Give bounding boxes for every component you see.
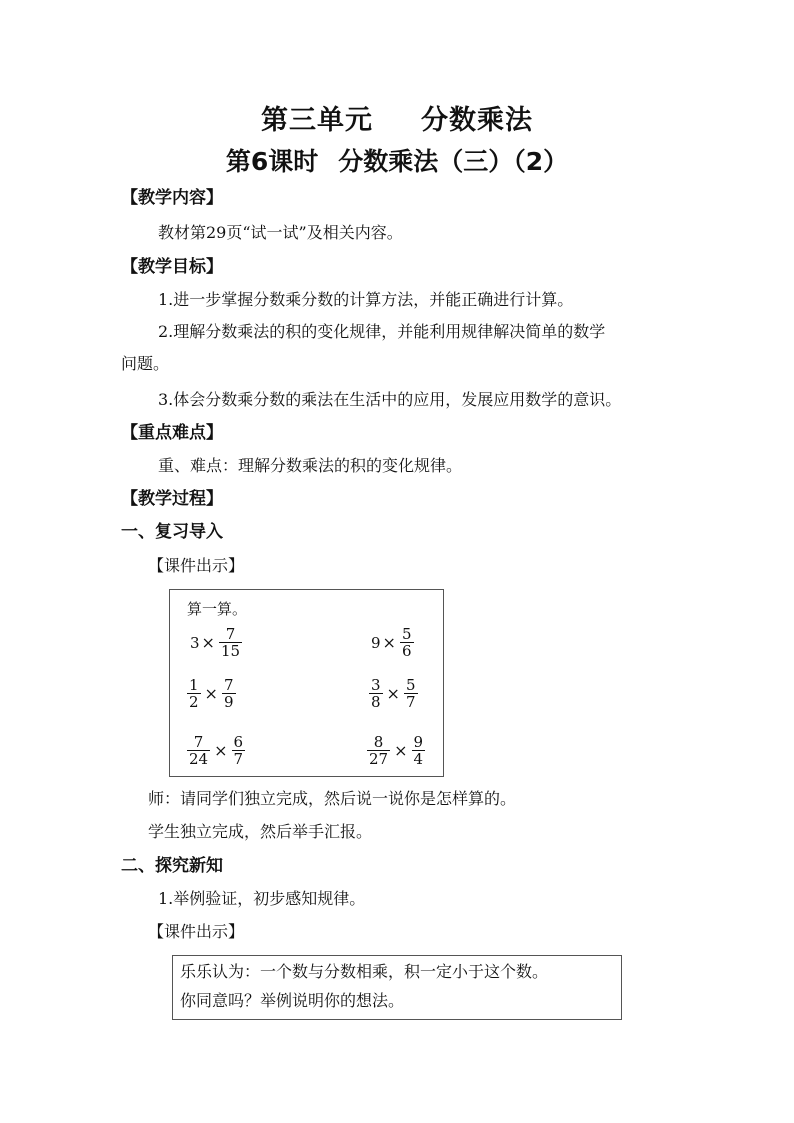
fraction bbox=[404, 677, 418, 710]
numerator: 3 bbox=[371, 676, 381, 694]
denominator: 15 bbox=[220, 642, 241, 660]
goal-1: 1.进一步掌握分数乘分数的计算方法，并能正确进行计算。 bbox=[158, 290, 574, 309]
denominator: 9 bbox=[223, 693, 234, 711]
fraction bbox=[369, 677, 383, 710]
numerator: 5 bbox=[401, 625, 412, 643]
numerator: 1 bbox=[189, 676, 199, 694]
teacher-line: 师：请同学们独立完成，然后说一说你是怎样算的。 bbox=[148, 789, 517, 808]
fraction bbox=[412, 734, 426, 767]
expression-5 bbox=[185, 734, 247, 767]
numerator: 8 bbox=[373, 733, 384, 751]
operand: 3 bbox=[190, 633, 200, 652]
numerator: 5 bbox=[405, 676, 416, 694]
lesson-title bbox=[0, 142, 794, 178]
exercise-box bbox=[169, 589, 444, 777]
goals-heading: 【教学目标】 bbox=[121, 257, 223, 277]
numerator: 7 bbox=[193, 733, 204, 751]
denominator: 4 bbox=[413, 750, 424, 768]
part-1-heading: 一、复习导入 bbox=[121, 522, 223, 542]
courseware-label-1: 【课件出示】 bbox=[148, 556, 245, 575]
lesson-number: 第6课时 bbox=[225, 147, 319, 176]
expression-1 bbox=[190, 626, 244, 659]
times-sign: × bbox=[214, 741, 228, 760]
fraction bbox=[222, 677, 236, 710]
fraction bbox=[187, 734, 210, 767]
expression-3 bbox=[185, 677, 238, 710]
numerator: 6 bbox=[233, 733, 244, 751]
step-1: 1.举例验证，初步感知规律。 bbox=[158, 889, 366, 908]
numerator: 7 bbox=[225, 625, 236, 643]
expression-6 bbox=[365, 734, 427, 767]
courseware-label-2: 【课件出示】 bbox=[148, 922, 245, 941]
numerator: 7 bbox=[223, 676, 234, 694]
denominator: 7 bbox=[405, 693, 416, 711]
exercise-label: 算一算。 bbox=[187, 600, 248, 618]
student-line: 学生独立完成，然后举手汇报。 bbox=[148, 822, 373, 841]
denominator: 7 bbox=[233, 750, 244, 768]
times-sign: × bbox=[382, 633, 396, 652]
goal-2-line-2: 问题。 bbox=[121, 354, 170, 373]
fraction bbox=[232, 734, 246, 767]
times-sign: × bbox=[386, 684, 400, 703]
expression-2 bbox=[371, 626, 416, 659]
denominator: 8 bbox=[371, 693, 381, 711]
expression-4 bbox=[367, 677, 420, 710]
key-heading: 【重点难点】 bbox=[121, 423, 223, 443]
question-line-2: 你同意吗？举例说明你的想法。 bbox=[180, 991, 405, 1010]
question-box bbox=[172, 955, 622, 1020]
goal-2-line-1: 2.理解分数乘法的积的变化规律，并能利用规律解决简单的数学 bbox=[158, 322, 606, 341]
content-text: 教材第29页“试一试”及相关内容。 bbox=[158, 223, 403, 242]
goal-3: 3.体会分数乘分数的乘法在生活中的应用，发展应用数学的意识。 bbox=[158, 390, 622, 409]
denominator: 24 bbox=[189, 750, 209, 768]
fraction bbox=[367, 734, 390, 767]
denominator: 6 bbox=[401, 642, 412, 660]
unit-number: 第三单元 bbox=[261, 105, 373, 136]
fraction bbox=[219, 626, 242, 659]
unit-name: 分数乘法 bbox=[421, 105, 533, 136]
times-sign: × bbox=[201, 633, 215, 652]
process-heading: 【教学过程】 bbox=[121, 489, 223, 509]
times-sign: × bbox=[394, 741, 408, 760]
denominator: 2 bbox=[189, 693, 199, 711]
numerator: 9 bbox=[413, 733, 424, 751]
content-heading: 【教学内容】 bbox=[121, 188, 223, 208]
times-sign: × bbox=[204, 684, 218, 703]
denominator: 27 bbox=[369, 750, 389, 768]
key-text: 重、难点：理解分数乘法的积的变化规律。 bbox=[158, 456, 463, 475]
fraction bbox=[187, 677, 201, 710]
unit-title bbox=[0, 98, 794, 137]
question-line-1: 乐乐认为：一个数与分数相乘，积一定小于这个数。 bbox=[180, 962, 549, 981]
fraction bbox=[400, 626, 414, 659]
part-2-heading: 二、探究新知 bbox=[121, 856, 223, 876]
lesson-name: 分数乘法（三）（2） bbox=[338, 147, 569, 176]
operand: 9 bbox=[371, 633, 381, 652]
